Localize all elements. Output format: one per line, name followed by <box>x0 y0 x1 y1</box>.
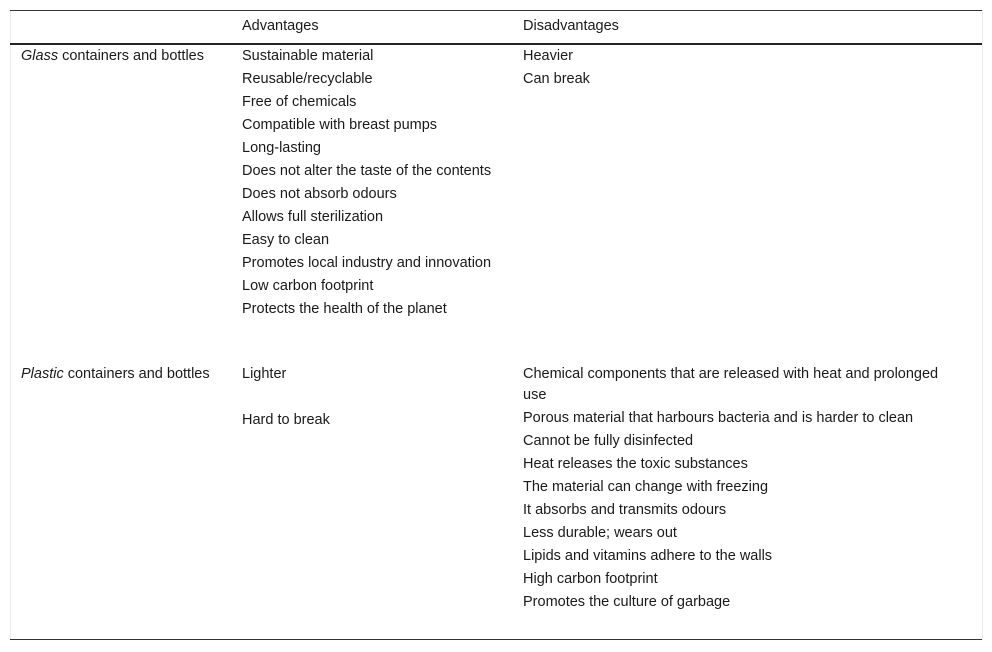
list-item: The material can change with freezing <box>523 479 769 495</box>
list-item: Less durable; wears out <box>523 525 677 541</box>
row-label-plastic-rest: containers and bottles <box>63 366 210 382</box>
list-item: Porous material that harbours bacteria and is harder to clean <box>523 410 914 426</box>
list-item: Low carbon footprint <box>242 278 374 294</box>
glass-advantages-list <box>242 46 502 322</box>
list-item: Cannot be fully disinfected <box>523 433 694 449</box>
list-item: Heavier <box>523 48 573 64</box>
list-item: Can break <box>523 71 590 87</box>
list-item: Compatible with breast pumps <box>242 117 438 133</box>
list-item: Hard to break <box>242 412 330 428</box>
plastic-disadvantages-list <box>523 364 963 615</box>
list-item: Protects the health of the planet <box>242 301 447 317</box>
header-disadvantages: Disadvantages <box>523 18 619 34</box>
list-spacer <box>242 387 502 408</box>
row-label-glass-italic: Glass <box>21 48 59 64</box>
table-header-rule <box>10 43 982 45</box>
list-item: Promotes local industry and innovation <box>242 255 492 271</box>
list-item: Free of chemicals <box>242 94 357 110</box>
list-item: Lighter <box>242 366 287 382</box>
list-item: Does not alter the taste of the contents <box>242 163 492 179</box>
row-label-plastic <box>21 364 221 385</box>
plastic-advantages-list <box>242 364 502 433</box>
row-label-glass <box>21 46 221 67</box>
list-item: Easy to clean <box>242 232 330 248</box>
list-item: Chemical components that are released with heat and prolonged use <box>523 366 939 403</box>
glass-disadvantages-list <box>523 46 963 92</box>
list-item: High carbon footprint <box>523 571 658 587</box>
list-item: It absorbs and transmits odours <box>523 502 727 518</box>
list-item: Heat releases the toxic substances <box>523 456 748 472</box>
table-bottom-rule <box>10 639 982 640</box>
header-advantages: Advantages <box>242 18 319 34</box>
list-item: Allows full sterilization <box>242 209 384 225</box>
list-item: Promotes the culture of garbage <box>523 594 731 610</box>
list-item: Long-lasting <box>242 140 321 156</box>
list-item: Reusable/recyclable <box>242 71 373 87</box>
list-item: Does not absorb odours <box>242 186 397 202</box>
row-label-plastic-italic: Plastic <box>21 366 64 382</box>
row-label-glass-rest: containers and bottles <box>58 48 204 64</box>
list-item: Lipids and vitamins adhere to the walls <box>523 548 773 564</box>
list-item: Sustainable material <box>242 48 374 64</box>
table-top-rule <box>10 10 982 11</box>
